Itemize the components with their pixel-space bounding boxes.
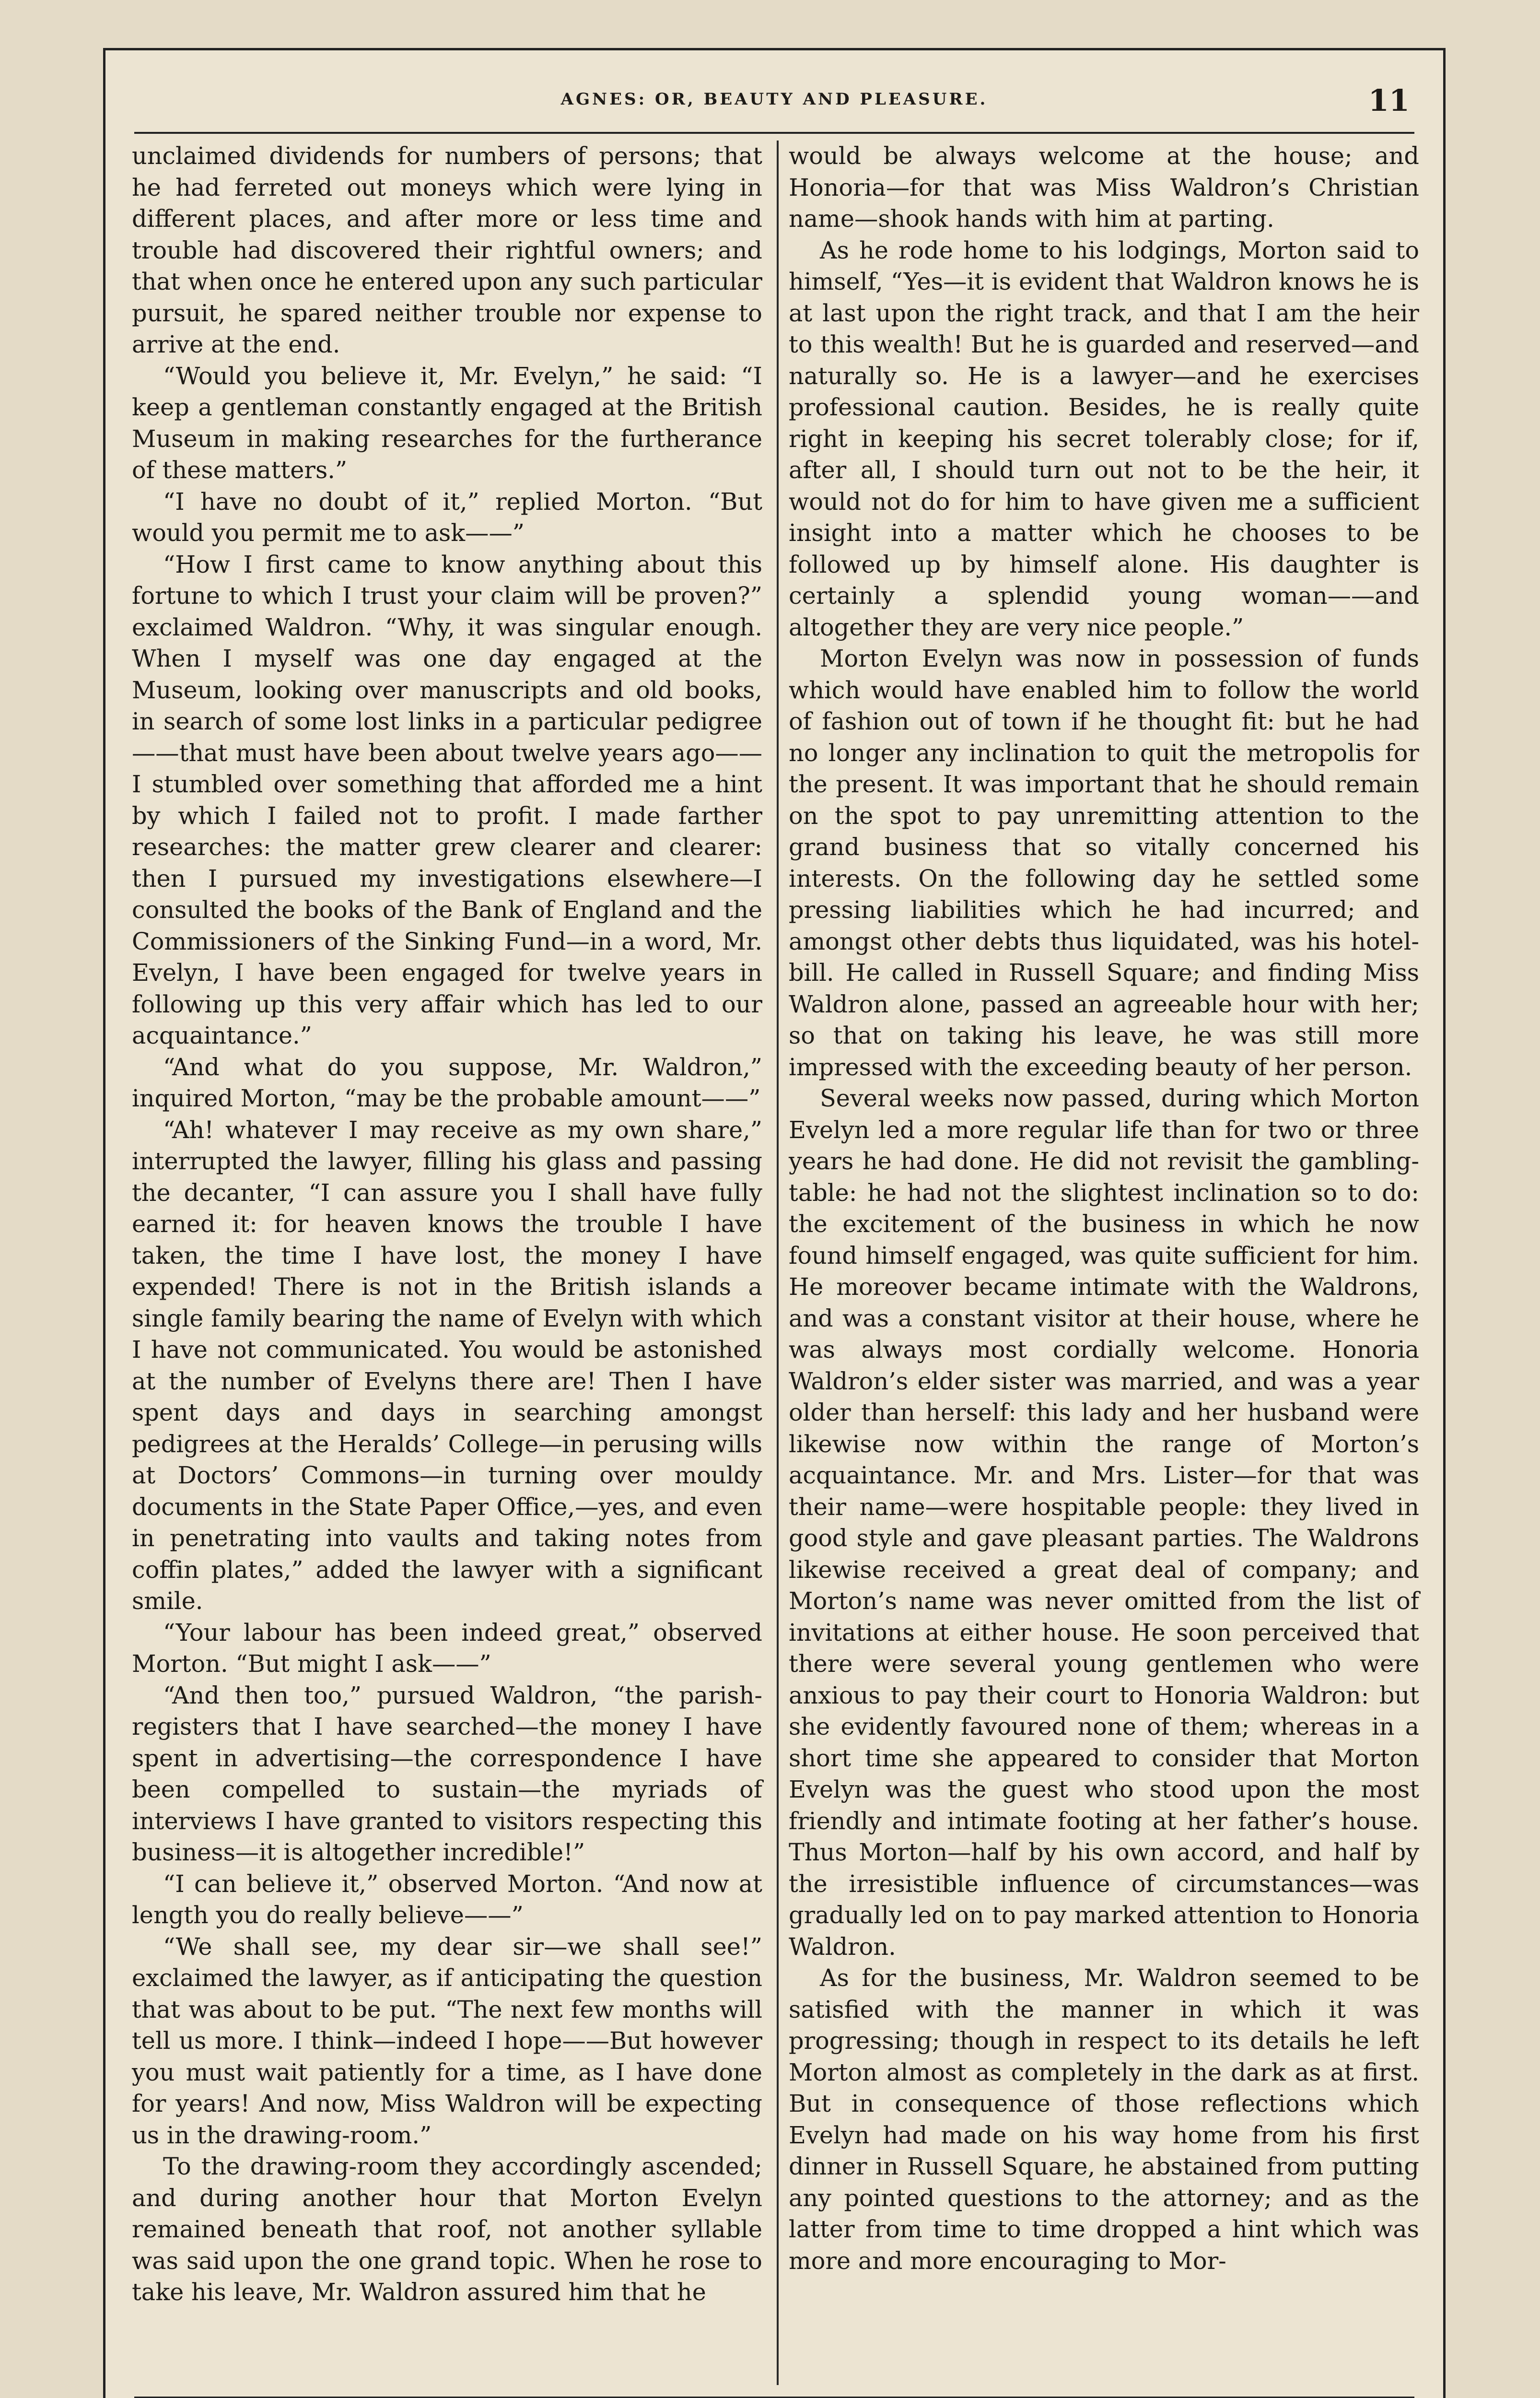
paragraph: would be always welcome at the house; and Honoria—for that was Miss Waldron’s Christian name—shook hands with him at parting. [789, 142, 1419, 233]
paragraph: “I can believe it,” observed Morton. “And now at length you do really believe——” [132, 1869, 762, 1929]
page-header [134, 79, 1414, 134]
paragraph: Several weeks now passed, during which Morton Evelyn led a more regular life than for two or three years he had done. He did not revisit the gambling-table: he had not the slightest inclination so to do: the excitement of the business in which he now found himself engaged, was quite sufficient for him. He moreover became intimate with the Waldrons, and was a constant visitor at their house, where he was always most cordially welcome. Honoria Waldron’s elder sister was married, and was a year older than herself: this lady and her husband were likewise now within the range of Morton’s acquaintance. Mr. and Mrs. Lister—for that was their name—were hospitable people: they lived in good style and gave pleasant parties. The Waldrons likewise received a great deal of company; and Morton’s name was never omitted from the list of invitations at either house. He soon perceived that there were several young gentlemen who were anxious to pay their court to Honoria Waldron: but she evidently favoured none of them; whereas in a short time she appeared to consider that Morton Evelyn was the guest who stood upon the most friendly and intimate footing at her father’s house. Thus Morton—half by his own accord, and half by the irresistible influence of circumstances—was gradually led on to pay marked attention to Honoria Waldron. [789, 1084, 1419, 1961]
paragraph: As for the business, Mr. Waldron seemed to be satisfied with the manner in which it was progressing; though in respect to its details he left Morton almost as completely in the dark as at first. But in consequence of those reflections which Evelyn had made on his way home from his first dinner in Russell Square, he abstained from putting any pointed questions to the attorney; and as the latter from time to time dropped a hint which was more and more encouraging to Mor- [789, 1964, 1419, 2275]
paragraph: To the drawing-room they accordingly ascended; and during another hour that Morton Evelyn remained beneath that roof, not another syllable was said upon the one grand topic. When he rose to take his leave, Mr. Waldron assured him that he [132, 2152, 762, 2306]
paragraph: “And what do you suppose, Mr. Waldron,” inquired Morton, “may be the probable amount——” [132, 1053, 762, 1112]
paragraph: “Ah! whatever I may receive as my own share,” interrupted the lawyer, filling his glass and passing the decanter, “I can assure you I shall have fully earned it: for heaven knows the trouble I have taken, the time I have lost, the money I have expended! There is not in the British islands a single family bearing the name of Evelyn with which I have not communicated. You would be astonished at the number of Evelyns there are! Then I have spent days and days in searching amongst pedigrees at the Heralds’ College—in perusing wills at Doctors’ Commons—in turning over mouldy documents in the State Paper Office,—yes, and even in penetrating into vaults and taking notes from coffin plates,” added the lawyer with a significant smile. [132, 1116, 762, 1615]
paragraph: “Your labour has been indeed great,” observed Morton. “But might I ask——” [132, 1618, 762, 1678]
left-column [132, 141, 762, 2308]
book-page [103, 48, 1446, 2398]
column-divider [777, 141, 779, 2385]
paragraph: “And then too,” pursued Waldron, “the parish-registers that I have searched—the money I have spent in advertising—the correspondence I have been compelled to sustain—the myriads of interviews I have granted to visitors respecting this business—it is altogether incredible!” [132, 1681, 762, 1866]
paragraph: “Would you believe it, Mr. Evelyn,” he said: “I keep a gentleman constantly engaged at the British Museum in making researches for the furtherance of these matters.” [132, 362, 762, 484]
paragraph: Morton Evelyn was now in possession of funds which would have enabled him to follow the world of fashion out of town if he thought fit: but he had no longer any inclination to quit the metropolis for the present. It was important that he should remain on the spot to pay unremitting attention to the grand business that so vitally concerned his interests. On the following day he settled some pressing liabilities which he had incurred; and amongst other debts thus liquidated, was his hotel-bill. He called in Russell Square; and finding Miss Waldron alone, passed an agreeable hour with her; so that on taking his leave, he was still more impressed with the exceeding beauty of her person. [789, 645, 1419, 1081]
running-title: AGNES: OR, BEAUTY AND PLEASURE. [560, 90, 988, 109]
paragraph: “I have no doubt of it,” replied Morton. “But would you permit me to ask——” [132, 487, 762, 547]
page-number: 11 [1368, 83, 1410, 118]
paragraph: unclaimed dividends for numbers of persons; that he had ferreted out moneys which were lying in different places, and after more or less time and trouble had discovered their rightful owners; and that when once he entered upon any such particular pursuit, he spared neither trouble nor expense to arrive at the end. [132, 142, 762, 358]
right-column [789, 141, 1419, 2277]
paragraph: As he rode home to his lodgings, Morton said to himself, “Yes—it is evident that Waldron knows he is at last upon the right track, and that I am the heir to this wealth! But he is guarded and reserved—and naturally so. He is a lawyer—and he exercises professional caution. Besides, he is really quite right in keeping his secret tolerably close; for if, after all, I should turn out not to be the heir, it would not do for him to have given me a sufficient insight into a matter which he chooses to be followed up by himself alone. His daughter is certainly a splendid young woman——and altogether they are very nice people.” [789, 236, 1419, 641]
paragraph: “We shall see, my dear sir—we shall see!” exclaimed the lawyer, as if anticipating the question that was about to be put. “The next few months will tell us more. I think—indeed I hope——But however you must wait patiently for a time, as I have done for years! And now, Miss Waldron will be expecting us in the drawing-room.” [132, 1932, 762, 2149]
paragraph: “How I first came to know anything about this fortune to which I trust your claim will be proven?” exclaimed Waldron. “Why, it was singular enough. When I myself was one day engaged at the Museum, looking over manuscripts and old books, in search of some lost links in a particular pedigree——that must have been about twelve years ago——I stumbled over something that afforded me a hint by which I failed not to profit. I made farther researches: the matter grew clearer and clearer: then I pursued my investigations elsewhere—I consulted the books of the Bank of England and the Commissioners of the Sinking Fund—in a word, Mr. Evelyn, I have been engaged for twelve years in following up this very affair which has led to our acquaintance.” [132, 550, 762, 1049]
